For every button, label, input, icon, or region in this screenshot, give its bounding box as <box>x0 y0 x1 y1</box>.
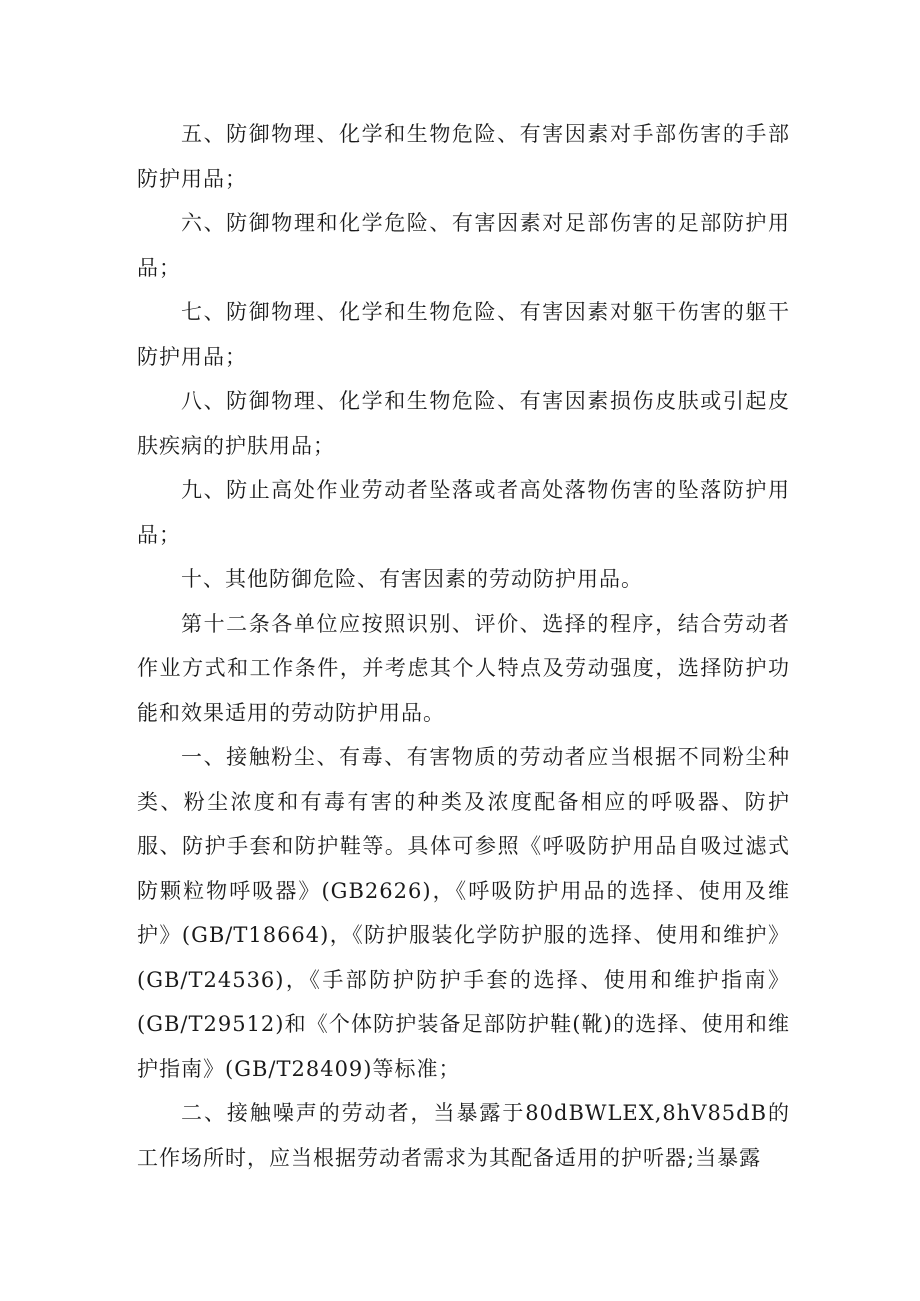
paragraph-item-5: 五、防御物理、化学和生物危险、有害因素对手部伤害的手部防护用品； <box>137 122 790 191</box>
paragraph-item-7: 七、防御物理、化学和生物危险、有害因素对躯干伤害的躯干防护用品； <box>137 300 790 369</box>
paragraph-item-9: 九、防止高处作业劳动者坠落或者高处落物伤害的坠落防护用品； <box>137 478 790 547</box>
paragraph-noise-protection: 二、接触噪声的劳动者，当暴露于80dBWLEX,8hV85dB的工作场所时，应当根据劳动者需求为其配备适用的护听器;当暴露 <box>137 1101 790 1170</box>
document-page <box>137 112 790 1180</box>
paragraph-dust-protection: 一、接触粉尘、有毒、有害物质的劳动者应当根据不同粉尘种类、粉尘浓度和有毒有害的种类及浓度配备相应的呼吸器、防护服、防护手套和防护鞋等。具体可参照《呼吸防护用品自吸过滤式防颗粒物呼吸器》(GB2626)，《呼吸防护用品的选择、使用及维护》(GB/T18664)，《防护服装化学防护服的选择、使用和维护》(GB/T24536)，《手部防护防护手套的选择、使用和维护指南》(GB/T29512)和《个体防护装备足部防护鞋(靴)的选择、使用和维护指南》(GB/T28409)等标准； <box>137 745 790 1081</box>
paragraph-item-8: 八、防御物理、化学和生物危险、有害因素损伤皮肤或引起皮肤疾病的护肤用品； <box>137 389 790 458</box>
paragraph-item-6: 六、防御物理和化学危险、有害因素对足部伤害的足部防护用品； <box>137 211 790 280</box>
paragraph-item-10: 十、其他防御危险、有害因素的劳动防护用品。 <box>181 567 643 591</box>
paragraph-article-12: 第十二条各单位应按照识别、评价、选择的程序，结合劳动者作业方式和工作条件，并考虑其个人特点及劳动强度，选择防护功能和效果适用的劳动防护用品。 <box>137 611 790 725</box>
